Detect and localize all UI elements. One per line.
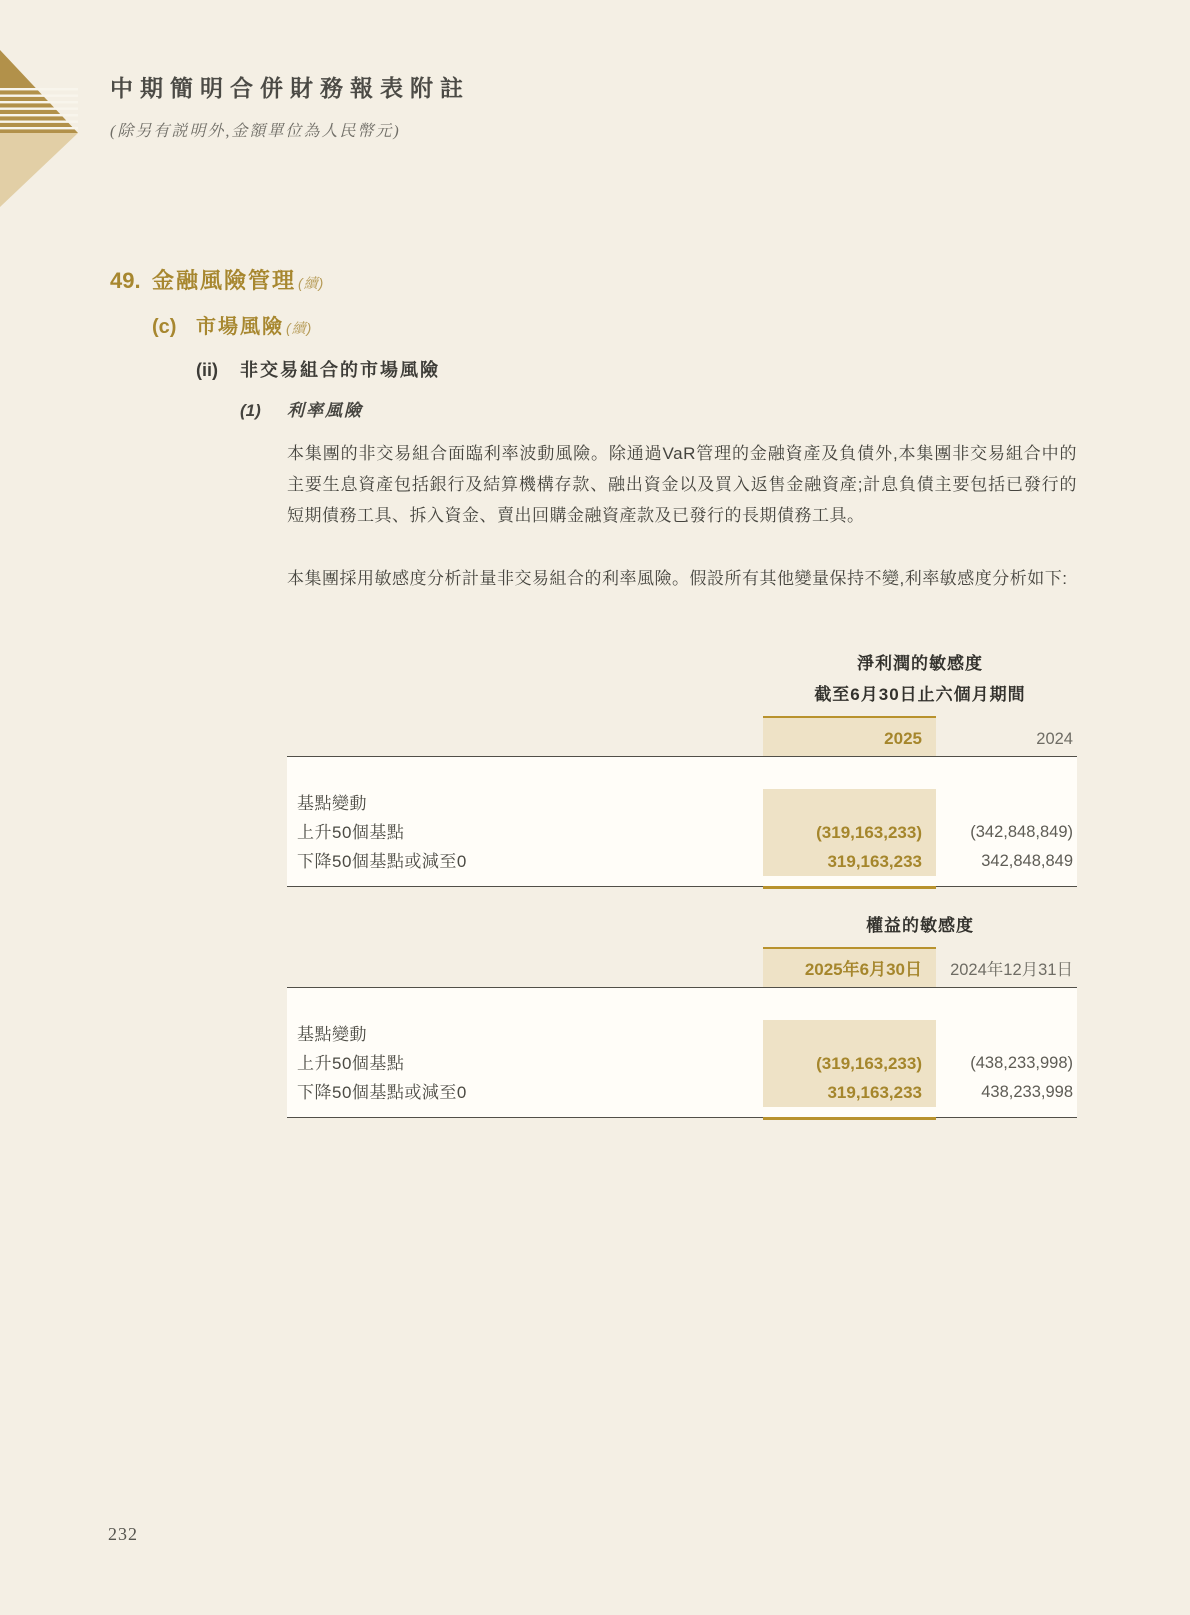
subsection-title: 市場風險 (196, 316, 284, 338)
subsection-title: 利率風險 (287, 401, 363, 420)
cell-2024: 342,848,849 (981, 852, 1073, 870)
highlight-column-underline (763, 1117, 936, 1120)
subsection-number: (1) (240, 401, 261, 420)
row-label: 基點變動 (297, 794, 367, 813)
cell-2024: 438,233,998 (981, 1083, 1073, 1101)
row-label: 下降50個基點或減至0 (297, 852, 467, 871)
document-subtitle: (除另有説明外,金額單位為人民幣元) (110, 123, 401, 140)
row-label: 基點變動 (297, 1025, 367, 1044)
row-label: 上升50個基點 (297, 823, 405, 842)
subsection-continued-label: (續) (286, 320, 313, 336)
table-header-row (287, 716, 1077, 756)
cell-2024: (342,848,849) (970, 823, 1073, 841)
subsection-number: (c) (152, 316, 177, 338)
table-captions (763, 648, 1077, 710)
header-spacer (287, 716, 763, 756)
table-body (287, 756, 1077, 887)
document-title: 中期簡明合併財務報表附註 (110, 76, 470, 101)
table-row (287, 1049, 1077, 1078)
section-number: 49. (110, 268, 141, 293)
cell-2025: (319,163,233) (763, 818, 936, 847)
highlight-column-underline (763, 886, 936, 889)
net-profit-sensitivity-table (287, 648, 1077, 887)
column-header-2024: 2024 (1036, 730, 1073, 748)
cell-2025: 319,163,233 (763, 847, 936, 876)
table-captions (763, 910, 1077, 941)
row-label: 下降50個基點或減至0 (297, 1083, 467, 1102)
row-label: 上升50個基點 (297, 1054, 405, 1073)
paragraph-sensitivity-analysis-intro: 本集團採用敏感度分析計量非交易組合的利率風險。假設所有其他變量保持不變,利率敏感度分析如下: (287, 569, 1068, 588)
column-header-2025: 2025 (763, 716, 936, 756)
document-header (110, 70, 470, 141)
cell-2024: (438,233,998) (970, 1054, 1073, 1072)
page-number: 232 (108, 1524, 138, 1544)
section-title: 金融風險管理 (152, 268, 297, 293)
table-row (287, 818, 1077, 847)
cell-2024 (936, 789, 1077, 818)
section-heading-49 (110, 264, 324, 295)
paragraph-interest-rate-risk: 本集團的非交易組合面臨利率波動風險。除通過VaR管理的金融資產及負債外,本集團非交易組合中的主要生息資產包括銀行及結算機構存款、融出資金以及買入返售金融資產;計息負債主要包括已發行的短期債務工具、拆入資金、賣出回購金融資產款及已發行的長期債務工具。 (287, 444, 1077, 525)
cell-2024 (936, 1020, 1077, 1049)
subsection-heading-1 (240, 396, 363, 421)
column-header-2025-06-30: 2025年6月30日 (763, 947, 936, 987)
corner-decoration-icon (0, 35, 80, 210)
subsection-title: 非交易組合的市場風險 (240, 360, 440, 380)
subsection-heading-ii (196, 356, 440, 382)
column-header-2024-12-31: 2024年12月31日 (950, 961, 1073, 979)
table-caption: 淨利潤的敏感度 (857, 654, 983, 673)
table-row (287, 789, 1077, 818)
cell-2025: 319,163,233 (763, 1078, 936, 1107)
cell-2025 (763, 1020, 936, 1049)
table-body (287, 987, 1077, 1118)
table-caption-period: 截至6月30日止六個月期間 (814, 685, 1026, 704)
section-continued-label: (續) (298, 275, 325, 291)
table-row (287, 1078, 1077, 1107)
equity-sensitivity-table (287, 910, 1077, 1118)
header-spacer (287, 947, 763, 987)
subsection-number: (ii) (196, 360, 218, 380)
cell-2025 (763, 789, 936, 818)
table-row (287, 847, 1077, 876)
table-caption: 權益的敏感度 (866, 916, 974, 935)
cell-2025: (319,163,233) (763, 1049, 936, 1078)
table-header-row (287, 947, 1077, 987)
table-row (287, 1020, 1077, 1049)
subsection-heading-c (152, 310, 312, 339)
